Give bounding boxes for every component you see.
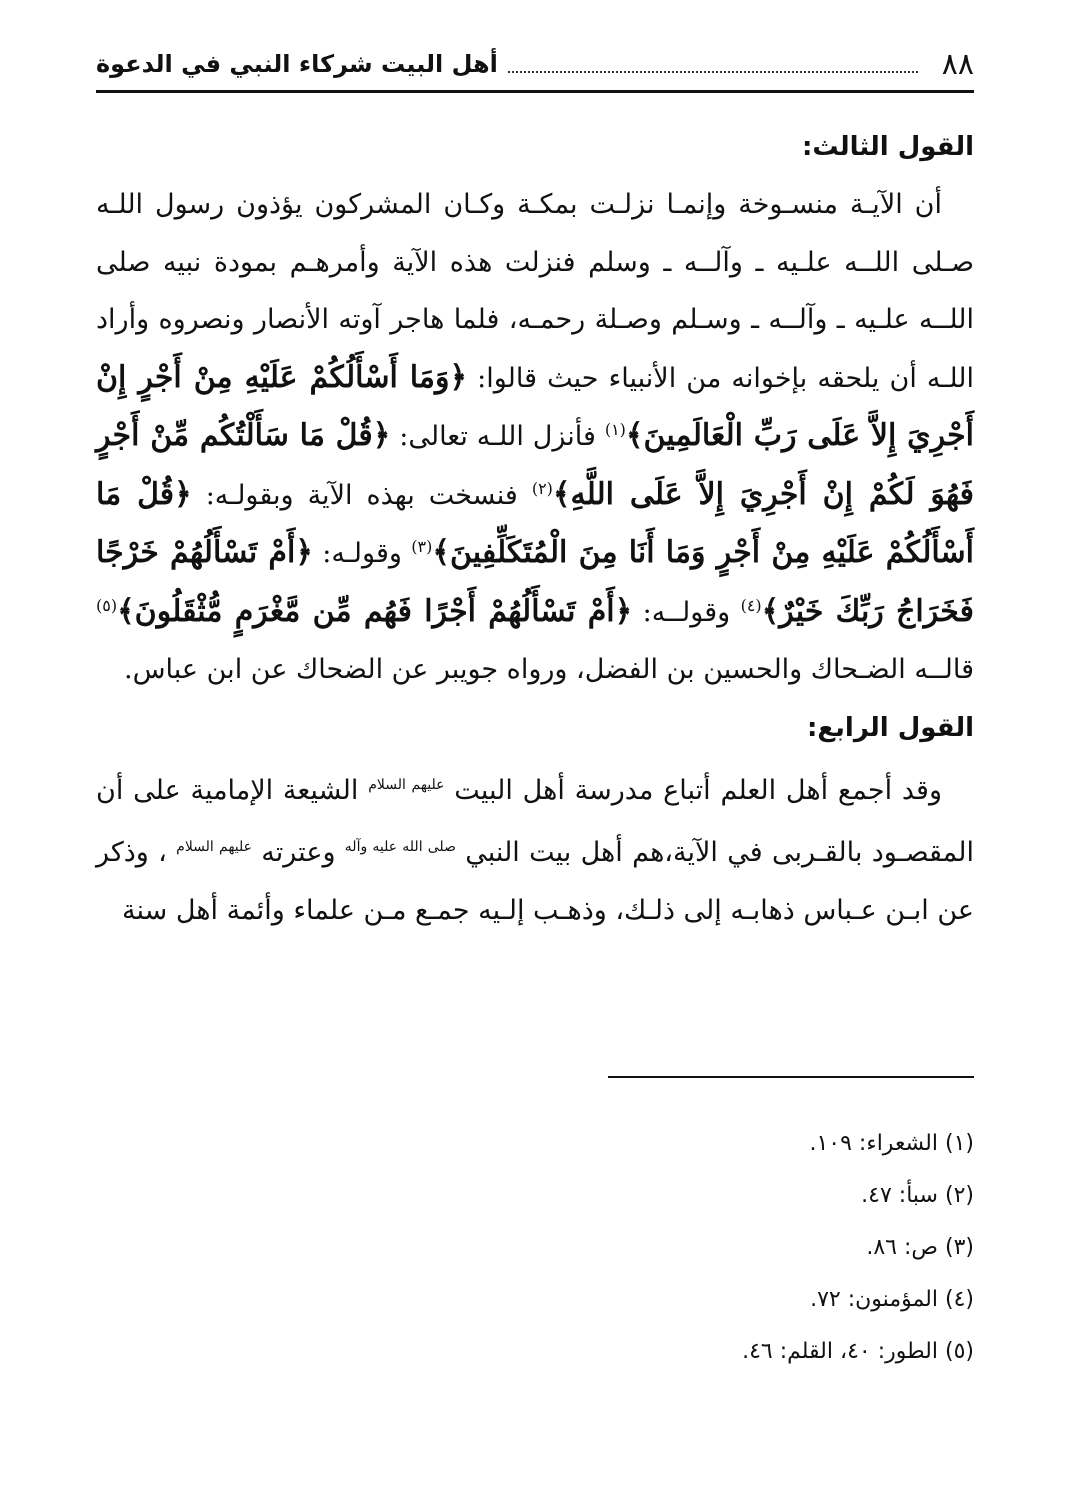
honorific-glyph: عليهم السلام [176, 839, 252, 855]
page-number: ٨٨ [941, 46, 974, 82]
footnote-separator [608, 1076, 974, 1078]
quran-quote: ﴿أَمْ تَسْأَلُهُمْ خَرْجًا فَخَرَاجُ رَبِّكَ خَيْرٌ﴾ [96, 535, 975, 629]
text-run: وعترته [251, 837, 345, 868]
footnote-item: (٥) الطور: ٤٠، القلم: ٤٦. [742, 1339, 974, 1364]
honorific-glyph: عليهم السلام [368, 776, 445, 793]
section-heading-fourth: القول الرابع: [807, 712, 974, 743]
footnote-ref: (١) [604, 420, 626, 439]
footnote-ref: (٤) [740, 595, 762, 615]
footnote-ref: (٥) [96, 595, 118, 615]
header-dot-leader [508, 71, 918, 73]
running-title: أهل البيت شركاء النبي في الدعوة [96, 50, 498, 78]
quran-quote: ﴿قُلْ مَا أَسْأَلُكُمْ عَلَيْهِ مِنْ أَجْرٍ وَمَا أَنَا مِنَ الْمُتَكَلِّفِينَ﴾ [96, 476, 974, 570]
text-run: ، وذكر عن ابـن عـباس ذهابـه إلى ذلـك، وذهـب إلـيه جمـع مـن علماء وأئمة أهل سنة [96, 837, 974, 926]
footnote-ref: (٢) [531, 478, 553, 498]
quran-quote: ﴿وَمَا أَسْأَلُكُمْ عَلَيْهِ مِنْ أَجْرٍ إِنْ أَجْرِيَ إِلاَّ عَلَى رَبِّ الْعَالَمِينَ﴾ [96, 359, 975, 453]
header-rule [96, 90, 974, 93]
text-run: الشيعة الإمامية على أن المقصـود بالقـربى في الآية،هم أهل بيت النبي [96, 774, 974, 868]
text-run: فأنزل اللـه تعالى: [390, 421, 605, 452]
text-run: وقد أجمع أهل العلم أتباع مدرسة أهل البيت [444, 774, 942, 806]
quran-quote: ﴿أَمْ تَسْأَلُهُمْ أَجْرًا فَهُم مِّن مَّغْرَمٍ مُّثْقَلُونَ﴾ [117, 593, 633, 629]
text-run: وقولـه: [312, 538, 412, 569]
quran-quote: ﴿قُلْ مَا سَأَلْتُكُم مِّنْ أَجْرٍ فَهُوَ لَكُمْ إِنْ أَجْرِيَ إِلاَّ عَلَى اللَّهِ﴾ [96, 418, 975, 512]
main-text [96, 118, 974, 939]
paragraph-fourth-opinion [96, 757, 974, 940]
footnote-item: (٤) المؤمنون: ٧٢. [810, 1287, 974, 1312]
text-run: فنسخت بهذه الآية وبقولـه: [191, 479, 532, 511]
footnote-ref: (٣) [411, 537, 433, 556]
page-header [96, 40, 974, 88]
footnotes [742, 1118, 974, 1378]
text-run: أن الآيـة منسـوخة وإنمـا نزلـت بمكـة وكـان المشركون يؤذون رسول اللـه صـلى اللــه علـيه ـ وآلــه ـ وسلم فنزلت هذه الآية وأمرهـم بمودة نبيه صلى اللــه علـيه ـ وآلــه ـ وسـلم وصـلة رحمـه، فلما هاجر آوته الأنصار ونصروه وأراد اللـه أن يلحقه بإخوانه من الأنبياء حيث قالوا: [96, 189, 974, 394]
footnote-item: (١) الشعراء: ١٠٩. [809, 1131, 974, 1156]
section-heading-third: القول الثالث: [801, 132, 974, 162]
honorific-glyph: صلى الله عليه وآله [344, 839, 456, 855]
text-run: قالــه الضـحاك والحسين بن الفضل، ورواه جويبر عن الضحاك عن ابن عباس. [124, 654, 974, 685]
footnote-item: (٢) سبأ: ٤٧. [861, 1183, 974, 1208]
footnote-item: (٣) ص: ٨٦. [866, 1235, 974, 1260]
text-run: وقولــه: [632, 596, 741, 628]
paragraph-third-opinion [96, 176, 974, 699]
